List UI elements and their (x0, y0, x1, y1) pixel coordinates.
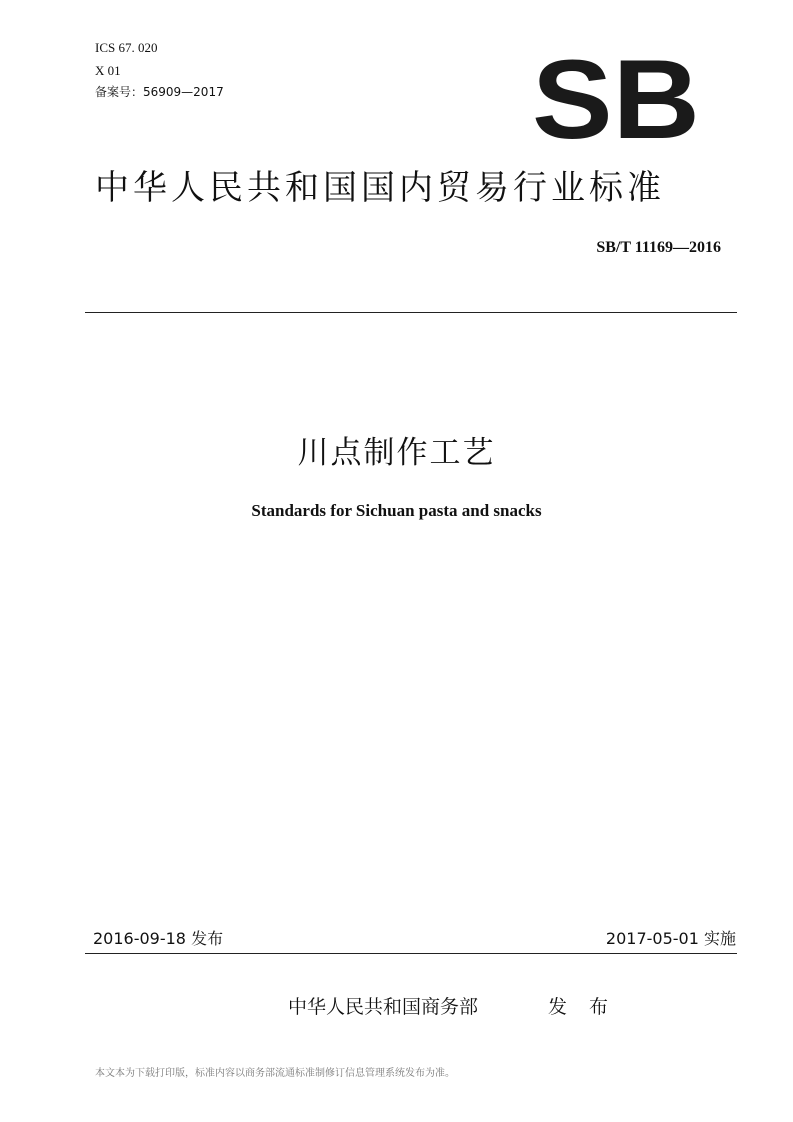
download-footnote: 本文本为下载打印版，标准内容以商务部流通标准制修订信息管理系统发布为准。 (95, 1068, 455, 1079)
document-title-cn: 川点制作工艺 (297, 435, 496, 471)
sb-logo (531, 56, 701, 142)
top-divider (85, 312, 737, 313)
issuer-action: 发 布 (548, 996, 617, 1018)
record-number: 备案号：56909—2017 (95, 85, 224, 99)
issue-date: 2016-09-18 发布 (93, 929, 224, 948)
sb-logo-text: SB (532, 56, 700, 142)
document-title-en: Standards for Sichuan pasta and snacks (251, 501, 542, 520)
implementation-date: 2017-05-01 实施 (605, 929, 736, 948)
bottom-divider (85, 953, 737, 954)
ics-code: ICS 67. 020 (95, 40, 158, 55)
issuer-name: 中华人民共和国商务部 (288, 996, 479, 1018)
authority-title: 中华人民共和国国内贸易行业标准 (95, 168, 665, 208)
classification-code: X 01 (95, 63, 121, 78)
standard-number: SB/T 11169—2016 (596, 239, 721, 256)
